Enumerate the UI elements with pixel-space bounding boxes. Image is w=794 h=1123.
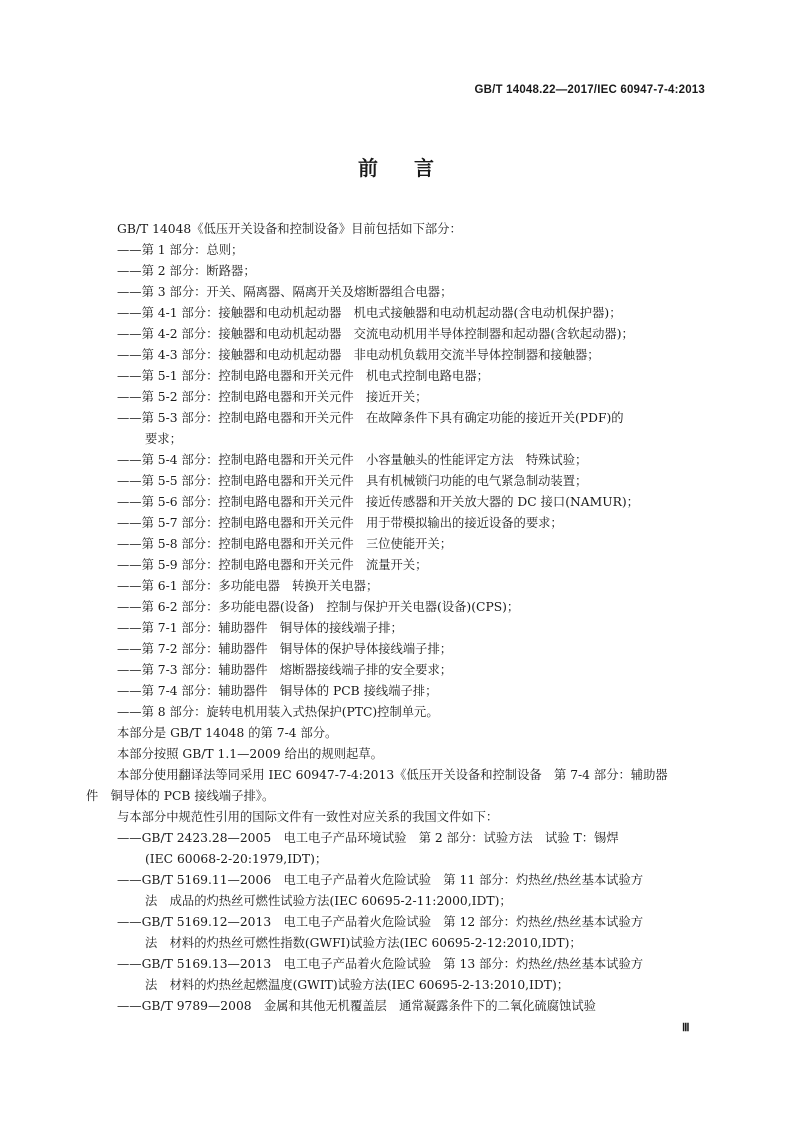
paragraph-references-intro: 与本部分中规范性引用的国际文件有一致性对应关系的我国文件如下：: [117, 810, 499, 824]
part-item: ——第 7-4 部分：辅助器件 铜导体的 PCB 接线端子排；: [117, 684, 438, 698]
reference-item-continuation: 法 成品的灼热丝可燃性试验方法(IEC 60695-2-11:2000,IDT)；: [145, 894, 512, 908]
part-item: ——第 5-8 部分：控制电路电器和开关元件 三位使能开关；: [117, 537, 453, 551]
part-item: ——第 5-5 部分：控制电路电器和开关元件 具有机械锁闩功能的电气紧急制动装置；: [117, 474, 588, 488]
reference-item: ——GB/T 5169.13—2013 电工电子产品着火危险试验 第 13 部分：灼热丝/热丝基本试验方: [117, 957, 644, 971]
part-item: ——第 7-1 部分：辅助器件 铜导体的接线端子排；: [117, 621, 403, 635]
part-item: ——第 5-1 部分：控制电路电器和开关元件 机电式控制电路电器；: [117, 369, 489, 383]
part-item: ——第 6-1 部分：多功能电器 转换开关电器；: [117, 579, 379, 593]
standard-code-header: GB/T 14048.22—2017/IEC 60947-7-4:2013: [474, 84, 705, 96]
part-item: ——第 7-2 部分：辅助器件 铜导体的保护导体接线端子排；: [117, 642, 453, 656]
part-item-continuation: 要求；: [145, 432, 182, 446]
part-item: ——第 8 部分：旋转电机用装入式热保护(PTC)控制单元。: [117, 705, 439, 719]
part-item: ——第 5-2 部分：控制电路电器和开关元件 接近开关；: [117, 390, 428, 404]
page-title: [0, 152, 794, 181]
paragraph-part-number: 本部分是 GB/T 14048 的第 7-4 部分。: [117, 726, 338, 740]
part-item: ——第 4-2 部分：接触器和电动机起动器 交流电动机用半导体控制器和起动器(含软起动器)；: [117, 327, 634, 341]
reference-item-continuation: 法 材料的灼热丝起燃温度(GWIT)试验方法(IEC 60695-2-13:2010,IDT)；: [145, 978, 570, 992]
intro-paragraph: GB/T 14048《低压开关设备和控制设备》目前包括如下部分：: [117, 222, 462, 236]
part-item: ——第 5-6 部分：控制电路电器和开关元件 接近传感器和开关放大器的 DC 接口(NAMUR)；: [117, 495, 639, 509]
part-item: ——第 3 部分：开关、隔离器、隔离开关及熔断器组合电器；: [117, 285, 453, 299]
part-item: ——第 5-4 部分：控制电路电器和开关元件 小容量触头的性能评定方法 特殊试验；: [117, 453, 588, 467]
title-char-2: 言: [414, 156, 436, 180]
reference-item: ——GB/T 5169.12—2013 电工电子产品着火危险试验 第 12 部分：灼热丝/热丝基本试验方: [117, 915, 644, 929]
paragraph-drafting-rules: 本部分按照 GB/T 1.1—2009 给出的规则起草。: [117, 747, 383, 761]
part-item: ——第 5-3 部分：控制电路电器和开关元件 在故障条件下具有确定功能的接近开关(PDF)的: [117, 411, 624, 425]
part-item: ——第 4-3 部分：接触器和电动机起动器 非电动机负载用交流半导体控制器和接触器；: [117, 348, 600, 362]
part-item: ——第 1 部分：总则；: [117, 243, 244, 257]
paragraph-adoption-continuation: 件 铜导体的 PCB 接线端子排》。: [86, 789, 275, 803]
title-char-1: 前: [358, 156, 380, 180]
reference-item: ——GB/T 2423.28—2005 电工电子产品环境试验 第 2 部分：试验方法 试验 T：锡焊: [117, 831, 619, 845]
part-item: ——第 7-3 部分：辅助器件 熔断器接线端子排的安全要求；: [117, 663, 453, 677]
page-number: Ⅲ: [682, 1022, 690, 1034]
reference-item-continuation: (IEC 60068-2-20:1979,IDT)；: [145, 852, 328, 866]
part-item: ——第 5-7 部分：控制电路电器和开关元件 用于带模拟输出的接近设备的要求；: [117, 516, 563, 530]
paragraph-adoption: 本部分使用翻译法等同采用 IEC 60947-7-4:2013《低压开关设备和控制设备 第 7-4 部分：辅助器: [117, 768, 668, 782]
foreword-body: [86, 219, 707, 1017]
reference-item: ——GB/T 9789—2008 金属和其他无机覆盖层 通常凝露条件下的二氧化硫腐蚀试验: [117, 999, 596, 1013]
part-item: ——第 6-2 部分：多功能电器(设备) 控制与保护开关电器(设备)(CPS)；: [117, 600, 520, 614]
reference-item-continuation: 法 材料的灼热丝可燃性指数(GWFI)试验方法(IEC 60695-2-12:2010,IDT)；: [145, 936, 582, 950]
part-item: ——第 5-9 部分：控制电路电器和开关元件 流量开关；: [117, 558, 428, 572]
part-item: ——第 4-1 部分：接触器和电动机起动器 机电式接触器和电动机起动器(含电动机保护器)；: [117, 306, 622, 320]
reference-item: ——GB/T 5169.11—2006 电工电子产品着火危险试验 第 11 部分：灼热丝/热丝基本试验方: [117, 873, 644, 887]
part-item: ——第 2 部分：断路器；: [117, 264, 256, 278]
